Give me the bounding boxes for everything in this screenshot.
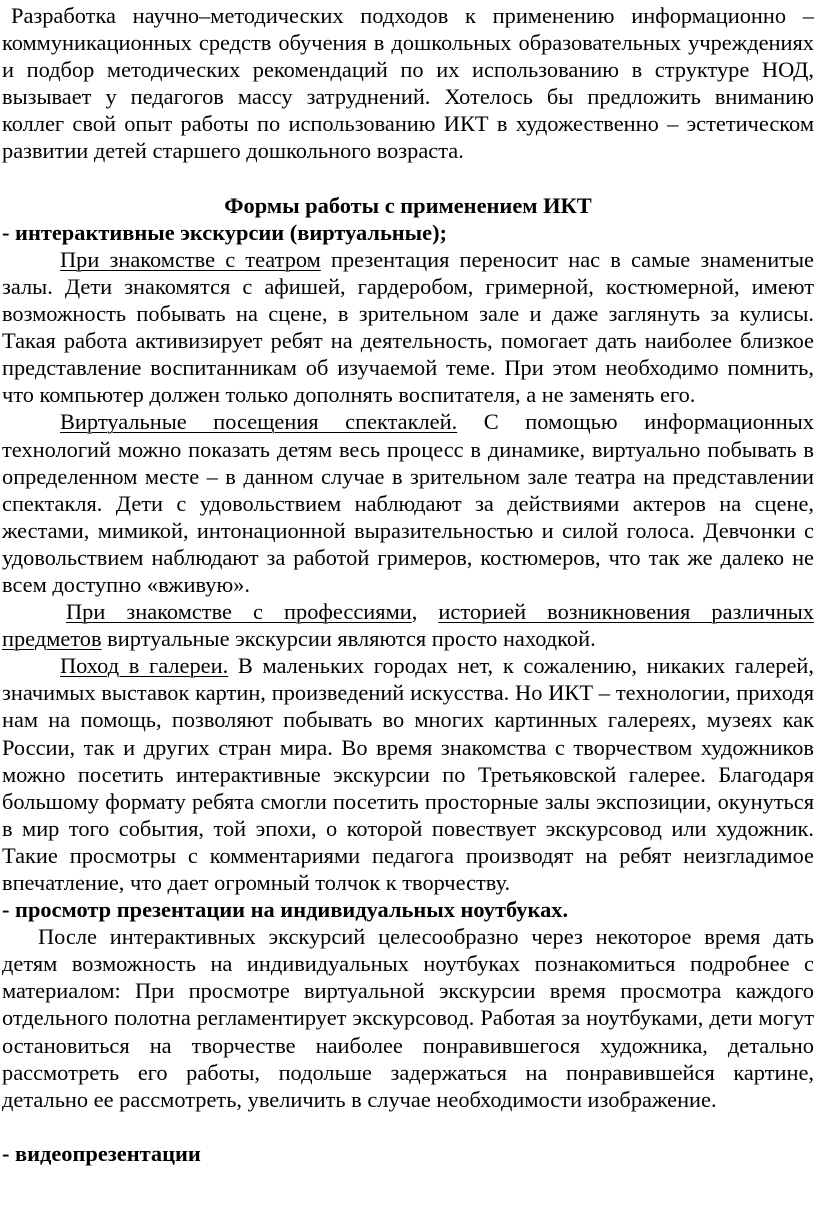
underlined-phrase: При знакомстве с театром [60, 246, 321, 272]
paragraph-laptops: После интерактивных экскурсий целесообразно через некоторое время дать детям возможность на индивидуальных ноутбуках познакомиться подробнее с материалом: При просмотре виртуальной экскурсии время просмотра каждого отдельного полотна регламентирует экскурсовод. Работая за ноутбуками, дети могут остановиться на творчестве наиболее понравившегося художника, детально рассмотреть его работы, подольше задержаться на понравившейся картине, детально ее рассмотреть, увеличить в случае необходимости изображение. [2, 924, 814, 1112]
paragraph-gallery [2, 652, 814, 896]
heading-excursions: - интерактивные экскурсии (виртуальные); [2, 219, 448, 245]
paragraph-text: виртуальные экскурсии являются просто находкой. [101, 626, 596, 652]
heading-laptops: - просмотр презентации на индивидуальных ноутбуках. [2, 897, 569, 923]
separator-text: , [411, 599, 439, 625]
paragraph-theatre [2, 246, 814, 409]
paragraph-text: презентация переносит нас в самые знаменитые залы. Дети знакомятся с афишей, гардеробом, гримерной, костюмерной, имеют возможность побывать на сцене, в зрительном зале и даже заглянуть за кулисы. Такая работа активизирует ребят на деятельность, помогает дать наиболее близкое представление воспитанникам об изучаемой теме. При этом необходимо помнить, что компьютер должен только дополнять воспитателя, а не заменять его. [2, 246, 814, 408]
intro-paragraph: Разработка научно–методических подходов к применению информационно – коммуникационных средств обучения в дошкольных образовательных учреждениях и подбор методических рекомендаций по их использованию в структуре НОД, вызывает у педагогов массу затруднений. Хотелось бы предложить вниманию коллег свой опыт работы по использованию ИКТ в художественно – эстетическом развитии детей старшего дошкольного возраста. [2, 3, 814, 164]
paragraph-text: С помощью информационных технологий можно показать детям весь процесс в динамике, виртуально побывать в определенном месте – в данном случае в зрительном зале театра на представлении спектакля. Дети с удовольствием наблюдают за действиями актеров на сцене, жестами, мимикой, интонационной выразительностью и силой голоса. Девчонки с удовольствием наблюдают за работой гримеров, костюмеров, что так же далеко не всем доступно «вживую». [2, 409, 814, 597]
section-title: Формы работы с применением ИКТ [224, 192, 592, 218]
underlined-phrase: Виртуальные посещения спектаклей. [60, 409, 458, 435]
heading-video: - видеопрезентации [2, 1140, 201, 1166]
underlined-phrase: При знакомстве с профессиями [66, 599, 412, 625]
underlined-phrase: Поход в галереи. [60, 653, 229, 679]
underlined-phrase: историей возникновения различных предметов [2, 599, 814, 652]
blank-line [2, 165, 816, 192]
blank-line [2, 1113, 816, 1140]
paragraph-professions [2, 598, 814, 652]
paragraph-text: В маленьких городах нет, к сожалению, никаких галерей, значимых выставок картин, произведений искусства. Но ИКТ – технологии, приходя нам на помощь, позволяют побывать во многих картинных галереях, музеях как России, так и других стран мира. Во время знакомства с творчеством художников можно посетить интерактивные экскурсии по Третьяковской галерее. Благодаря большому формату ребята смогли посетить просторные залы экспозиции, окунуться в мир того события, той эпохи, о которой повествует экскурсовод или художник. Такие просмотры с комментариями педагога производят на ребят неизгладимое впечатление, что дает огромный толчок к творчеству. [2, 653, 814, 895]
paragraph-performances [2, 408, 814, 598]
